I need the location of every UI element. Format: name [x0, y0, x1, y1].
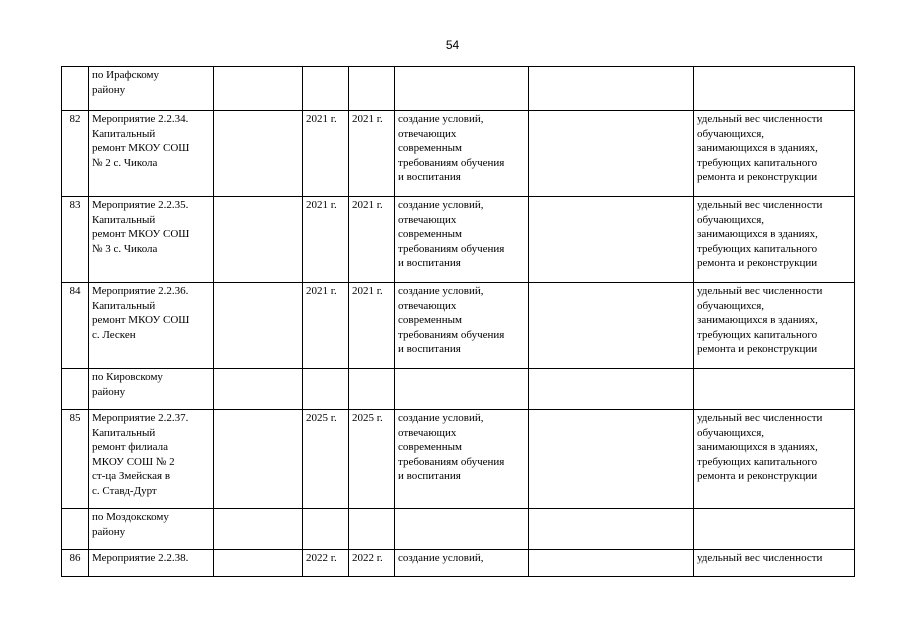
empty-cell — [694, 369, 855, 410]
district-row — [62, 369, 855, 410]
empty-cell — [395, 369, 529, 410]
measure-name: Мероприятие 2.2.34. Капитальный ремонт МКОУ СОШ № 2 с. Чикола — [89, 111, 214, 197]
end-year: 2021 г. — [349, 111, 395, 197]
consequence-cell — [529, 550, 694, 577]
consequence-cell — [529, 410, 694, 509]
consequence-cell — [529, 283, 694, 369]
indicator-cell: удельный вес численности обучающихся, занимающихся в зданиях, требующих капитального ремонта и реконструкции — [694, 410, 855, 509]
end-year: 2022 г. — [349, 550, 395, 577]
empty-cell — [529, 509, 694, 550]
indicator-cell: удельный вес численности обучающихся, занимающихся в зданиях, требующих капитального ремонта и реконструкции — [694, 283, 855, 369]
executor-cell — [214, 197, 303, 283]
number-cell — [62, 369, 89, 410]
table-body — [62, 67, 855, 577]
start-year: 2025 г. — [303, 410, 349, 509]
row-number: 85 — [62, 410, 89, 509]
district-name: по Ирафскому району — [89, 67, 214, 111]
indicator-cell: удельный вес численности — [694, 550, 855, 577]
empty-cell — [303, 369, 349, 410]
table-row — [62, 410, 855, 509]
indicator-cell: удельный вес численности обучающихся, занимающихся в зданиях, требующих капитального ремонта и реконструкции — [694, 111, 855, 197]
start-year: 2022 г. — [303, 550, 349, 577]
executor-cell — [214, 283, 303, 369]
empty-cell — [214, 509, 303, 550]
expected-result: создание условий, отвечающих современным требованиям обучения и воспитания — [395, 283, 529, 369]
empty-cell — [694, 509, 855, 550]
end-year: 2025 г. — [349, 410, 395, 509]
consequence-cell — [529, 197, 694, 283]
start-year: 2021 г. — [303, 197, 349, 283]
measure-name: Мероприятие 2.2.36. Капитальный ремонт МКОУ СОШ с. Лескен — [89, 283, 214, 369]
district-name: по Моздокскому району — [89, 509, 214, 550]
district-row — [62, 509, 855, 550]
number-cell — [62, 509, 89, 550]
measure-name: Мероприятие 2.2.38. — [89, 550, 214, 577]
empty-cell — [529, 67, 694, 111]
row-number: 84 — [62, 283, 89, 369]
district-name: по Кировскому району — [89, 369, 214, 410]
empty-cell — [303, 67, 349, 111]
empty-cell — [395, 67, 529, 111]
row-number: 86 — [62, 550, 89, 577]
empty-cell — [214, 369, 303, 410]
measure-name: Мероприятие 2.2.35. Капитальный ремонт МКОУ СОШ № 3 с. Чикола — [89, 197, 214, 283]
empty-cell — [214, 67, 303, 111]
expected-result: создание условий, — [395, 550, 529, 577]
table-row — [62, 197, 855, 283]
page-number: 54 — [445, 38, 460, 52]
expected-result: создание условий, отвечающих современным требованиям обучения и воспитания — [395, 410, 529, 509]
indicator-cell: удельный вес численности обучающихся, занимающихся в зданиях, требующих капитального ремонта и реконструкции — [694, 197, 855, 283]
empty-cell — [694, 67, 855, 111]
number-cell — [62, 67, 89, 111]
empty-cell — [303, 509, 349, 550]
start-year: 2021 г. — [303, 111, 349, 197]
measures-table — [61, 66, 855, 577]
end-year: 2021 г. — [349, 283, 395, 369]
empty-cell — [349, 67, 395, 111]
empty-cell — [395, 509, 529, 550]
executor-cell — [214, 410, 303, 509]
row-number: 83 — [62, 197, 89, 283]
table-row — [62, 111, 855, 197]
start-year: 2021 г. — [303, 283, 349, 369]
table-row — [62, 550, 855, 577]
executor-cell — [214, 111, 303, 197]
consequence-cell — [529, 111, 694, 197]
empty-cell — [349, 369, 395, 410]
district-row — [62, 67, 855, 111]
executor-cell — [214, 550, 303, 577]
end-year: 2021 г. — [349, 197, 395, 283]
row-number: 82 — [62, 111, 89, 197]
measure-name: Мероприятие 2.2.37. Капитальный ремонт филиала МКОУ СОШ № 2 ст-ца Змейская в с. Ставд-Дурт — [89, 410, 214, 509]
table-row — [62, 283, 855, 369]
expected-result: создание условий, отвечающих современным требованиям обучения и воспитания — [395, 197, 529, 283]
expected-result: создание условий, отвечающих современным требованиям обучения и воспитания — [395, 111, 529, 197]
empty-cell — [529, 369, 694, 410]
empty-cell — [349, 509, 395, 550]
